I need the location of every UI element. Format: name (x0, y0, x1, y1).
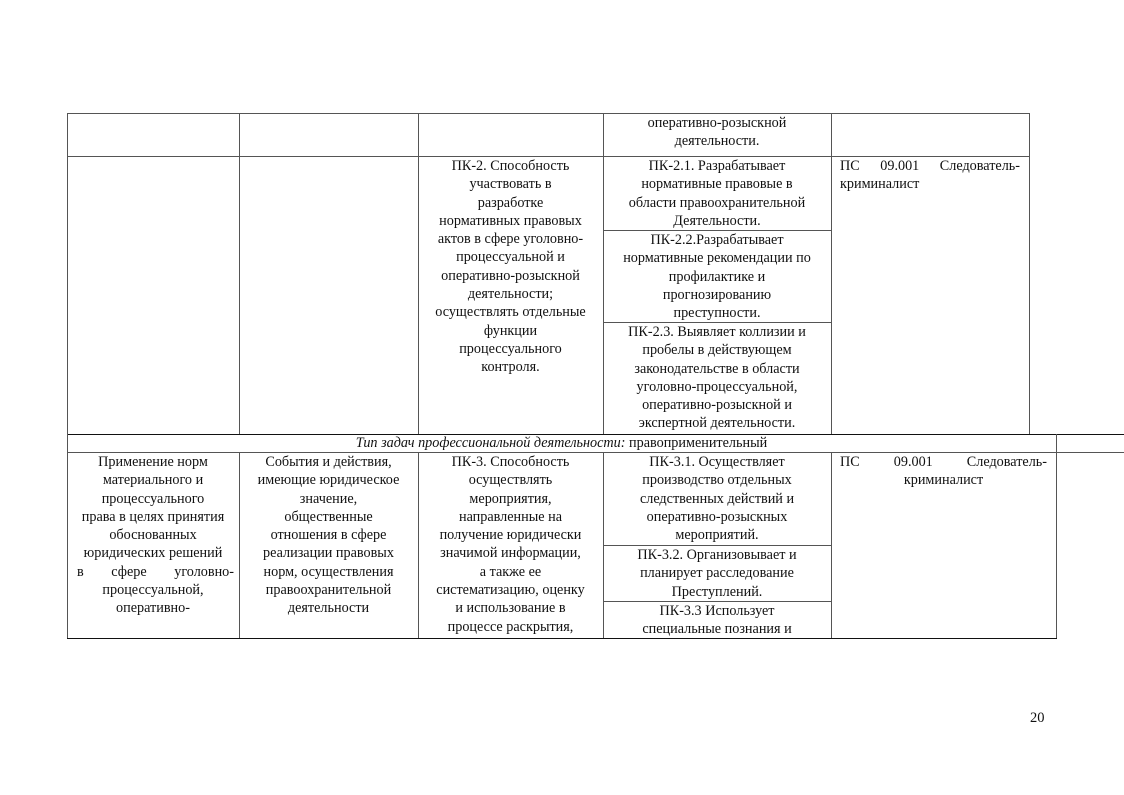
table-border-right (1029, 113, 1030, 434)
standard-prefix: ПС (840, 158, 860, 174)
text-line: Преступлений. (671, 583, 763, 600)
text-line: преступности. (673, 305, 761, 322)
object-cell (239, 453, 418, 618)
text-line: криминалист (903, 472, 984, 489)
text-line: ПК-3.2. Организовывает и (637, 547, 797, 563)
text-line: деятельности. (674, 133, 760, 150)
text-line: участвовать в (469, 176, 552, 193)
text-line: отношения в сфере (270, 527, 387, 544)
text-line: мероприятий. (675, 527, 759, 544)
text-line: общественные (284, 508, 373, 525)
text-line: актов в сфере уголовно- (437, 231, 584, 248)
text-line: значение, (299, 490, 358, 507)
text-line: процессуального (101, 490, 205, 507)
standard-title: Следователь- (966, 454, 1047, 470)
text-line: ПК-2. Способность (451, 158, 570, 174)
text-line: планирует расследование (640, 565, 794, 582)
standard-code-line (840, 453, 1047, 471)
text-line: оперативно-розыскной (441, 267, 580, 284)
section-row-task-type (67, 435, 1056, 452)
text-line: пробелы в действующем (642, 342, 792, 359)
col-divider (239, 113, 240, 434)
standard-code: 09.001 (880, 158, 920, 174)
text-line: систематизацию, оценку (436, 582, 585, 599)
text-line: значимой информации, (440, 545, 581, 562)
text-line: направленные на (458, 508, 563, 525)
page-number: 20 (1030, 710, 1045, 726)
text-line: следственных действий и (639, 490, 795, 507)
text-line: обоснованных (109, 527, 197, 544)
text-line: разработке (477, 194, 544, 211)
pk2-2-indicator-cell (603, 231, 831, 322)
text-line: оперативно-розыскной (647, 115, 787, 131)
text-line: ПК-3.1. Осуществляет (649, 454, 785, 470)
text-line: экспертной деятельности. (638, 415, 796, 432)
text-line: функции (483, 322, 538, 339)
pk3-2-indicator-cell (603, 546, 831, 601)
justified-line (69, 563, 237, 581)
text-line: осуществлять отдельные (435, 304, 586, 321)
text-line: События и действия, (265, 454, 392, 470)
text-line: а также ее (479, 563, 542, 580)
pk3-standard-cell (831, 453, 1056, 490)
text-line: прогнозированию (662, 286, 772, 303)
text-line: Деятельности. (673, 212, 761, 229)
text-word: сфере (111, 563, 147, 580)
pk2-competence-cell (418, 157, 603, 377)
text-line: процессе раскрытия, (447, 618, 574, 635)
text-line: оперативно- (116, 600, 190, 617)
text-line: оперативно-розыскной и (642, 397, 792, 414)
text-word: в (77, 563, 84, 580)
text-line: имеющие юридическое (257, 472, 400, 489)
task-cell (67, 453, 239, 618)
text-line: деятельности; (467, 286, 554, 303)
task-type-value: правоприменительный (625, 435, 768, 451)
text-line: оперативно-розыскных (646, 508, 788, 525)
text-line: и использование в (455, 600, 566, 617)
text-line: норм, осуществления (263, 563, 394, 580)
text-line: получение юридически (439, 527, 582, 544)
text-line: уголовно-процессуальной, (636, 378, 798, 395)
table-border-bottom (67, 638, 1057, 639)
text-line: контроля. (481, 359, 540, 376)
pk2-1-indicator-cell (603, 157, 831, 230)
text-line: осуществлять (468, 472, 553, 489)
text-line: законодательстве в области (634, 360, 800, 377)
pk3-3-indicator-cell (603, 602, 831, 639)
text-word: уголовно- (174, 563, 234, 580)
text-line: специальные познания и (642, 621, 792, 638)
text-line: ПК-2.1. Разрабатывает (648, 158, 786, 174)
pk3-competence-cell (418, 453, 603, 636)
text-line: материального и (102, 472, 204, 489)
row1-indicator-cell (603, 114, 831, 151)
text-line: ПК-3. Способность (451, 454, 570, 470)
pk3-1-indicator-cell (603, 453, 831, 544)
standard-title: Следователь- (939, 158, 1020, 174)
text-line: ПК-3.3 Использует (659, 603, 775, 619)
task-type-label: Тип задач профессиональной деятельности: (355, 435, 626, 451)
text-line: ПК-2.2.Разрабатывает (650, 232, 784, 248)
text-line: ПК-2.3. Выявляет коллизии и (628, 324, 806, 340)
text-line: нормативных правовых (439, 212, 582, 229)
table-border-top (67, 113, 1029, 114)
text-line: мероприятия, (469, 490, 552, 507)
text-line: производство отдельных (642, 472, 792, 489)
text-line: правоохранительной (265, 582, 392, 599)
text-line: нормативные правовые в (641, 176, 793, 193)
pk2-standard-cell (831, 157, 1029, 194)
text-line: Применение норм (98, 454, 208, 470)
text-line: процессуальной, (102, 582, 204, 599)
text-line: нормативные рекомендации по (623, 250, 811, 267)
standard-prefix: ПС (840, 454, 860, 470)
text-line: профилактике и (668, 268, 766, 285)
pk2-3-indicator-cell (603, 323, 831, 433)
text-line: права в целях принятия (81, 508, 225, 525)
text-line: юридических решений (83, 545, 223, 562)
text-line: реализации правовых (263, 545, 394, 562)
text-line: процессуального (459, 340, 562, 357)
text-line: криминалист (840, 176, 920, 193)
text-line: области правоохранительной (628, 194, 806, 211)
standard-code-line (840, 157, 1020, 175)
section-row-cell-divider (1056, 434, 1057, 638)
text-line: процессуальной и (456, 249, 565, 266)
text-line: деятельности (287, 600, 370, 617)
standard-code: 09.001 (893, 454, 933, 470)
